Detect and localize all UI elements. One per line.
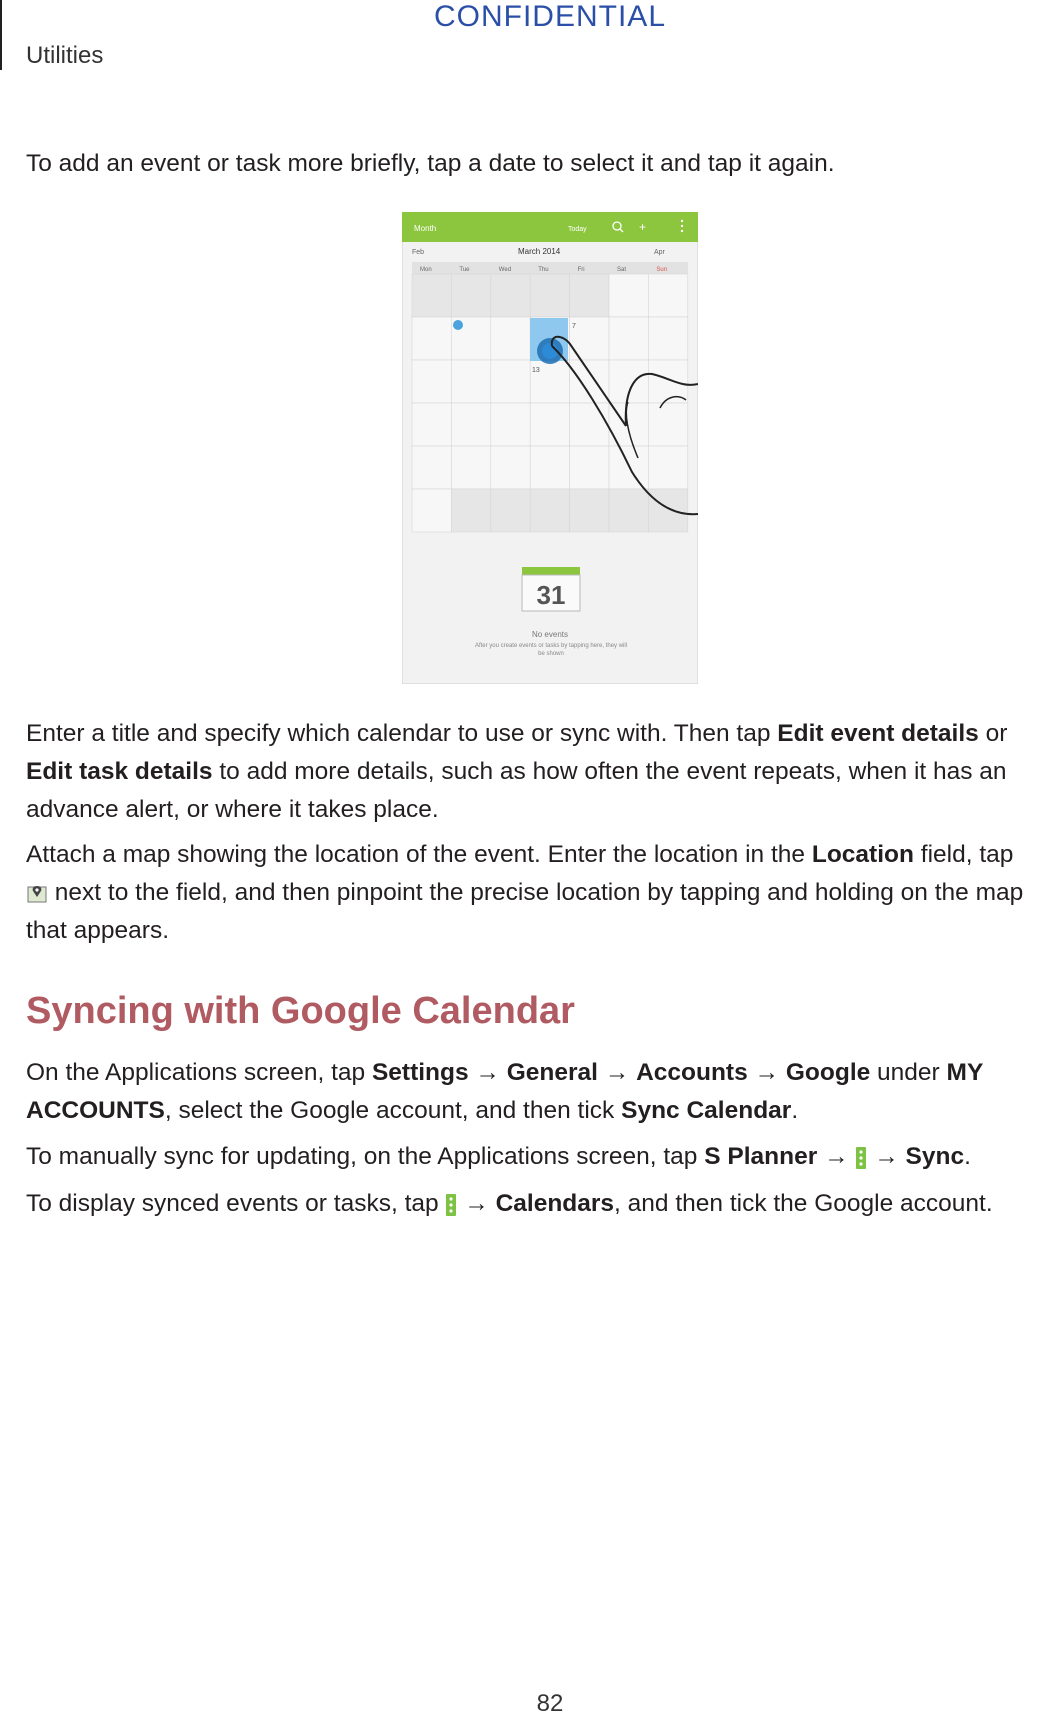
section-label: Utilities xyxy=(26,42,104,69)
sync-calendar-term: Sync Calendar xyxy=(621,1097,792,1124)
page-number: 82 xyxy=(536,1690,564,1717)
edit-event-details-term: Edit event details xyxy=(777,720,979,747)
weekday-label: Tue xyxy=(459,267,470,273)
calendar-screenshot-figure xyxy=(402,212,698,684)
calendar-day-cell xyxy=(530,274,569,317)
calendar-day-cell xyxy=(570,274,609,317)
calendar-day-cell xyxy=(451,403,490,446)
calendar-day-cell xyxy=(412,403,451,446)
calendars-term: Calendars xyxy=(495,1190,615,1217)
general-term: General xyxy=(506,1059,598,1086)
add-icon: + xyxy=(639,220,647,234)
s-planner-term: S Planner xyxy=(704,1143,818,1170)
date-7: 7 xyxy=(572,323,576,330)
calendar-day-cell xyxy=(412,489,451,532)
today-marker xyxy=(453,320,463,330)
weekday-label: Fri xyxy=(577,267,585,273)
confidential-watermark: CONFIDENTIAL xyxy=(433,0,667,33)
intro-paragraph: To add an event or task more briefly, tap a date to select it and tap it again. xyxy=(26,150,835,177)
paragraph-edit-details: Enter a title and specify which calendar to use or sync with. Then tap Edit event details or Edit task details to add more details, such as how often the event repeats, when it has an advance alert, or where it takes place. xyxy=(26,720,1008,823)
my-accounts-term: MY ACCOUNTS xyxy=(26,1059,983,1124)
calendar-day-cell xyxy=(491,317,530,360)
calendar-day-cell xyxy=(648,274,687,317)
empty-day-number: 31 xyxy=(536,580,566,610)
calendar-day-cell xyxy=(491,489,530,532)
calendar-day-cell xyxy=(609,274,648,317)
sync-term: Sync xyxy=(905,1143,965,1170)
calendar-day-cell xyxy=(609,446,648,489)
calendar-day-cell xyxy=(491,403,530,446)
no-events-title: No events xyxy=(531,630,569,639)
calendar-day-cell xyxy=(412,274,451,317)
calendar-day-cell xyxy=(570,446,609,489)
no-events-hint: After you create events or tasks by tapping here, they will be shown xyxy=(474,643,628,657)
location-term: Location xyxy=(811,841,914,868)
calendar-day-cell xyxy=(491,446,530,489)
calendar-day-cell xyxy=(570,489,609,532)
next-month-label: Apr xyxy=(654,249,665,256)
calendar-day-cell xyxy=(609,489,648,532)
calendar-day-cell xyxy=(412,446,451,489)
edit-task-details-term: Edit task details xyxy=(26,758,213,785)
menu-icon xyxy=(445,1193,457,1217)
more-options-icon xyxy=(681,220,683,222)
calendar-day-cell xyxy=(412,317,451,360)
settings-term: Settings xyxy=(371,1059,469,1086)
calendar-day-cell xyxy=(648,360,687,403)
menu-icon xyxy=(855,1146,867,1170)
calendar-day-cell xyxy=(530,489,569,532)
weekday-label: Thu xyxy=(538,267,549,273)
calendar-day-cell xyxy=(570,403,609,446)
paragraph-attach-map: Attach a map showing the location of the event. Enter the location in the Location field, tap next to the field, and then pinpoint the precise location by tapping and holding on the map that appears. xyxy=(26,841,1024,944)
calendar-day-cell xyxy=(451,489,490,532)
app-title: Month xyxy=(414,224,437,233)
month-title: March 2014 xyxy=(518,247,561,256)
paragraph-sync-settings: On the Applications screen, tap Settings → General → Accounts → Google under MY ACCOUNTS, select the Google account, and then tick Sync Calendar. xyxy=(26,1059,983,1124)
map-pin-icon xyxy=(26,883,48,905)
weekday-label: Wed xyxy=(498,267,512,273)
calendar-day-cell xyxy=(530,446,569,489)
date-13: 13 xyxy=(532,367,540,374)
weekday-label: Sun xyxy=(656,267,668,273)
weekday-label: Mon xyxy=(420,267,432,273)
section-heading: Syncing with Google Calendar xyxy=(26,990,575,1032)
calendar-day-cell xyxy=(412,360,451,403)
calendar-day-cell xyxy=(609,317,648,360)
prev-month-label: Feb xyxy=(412,249,425,256)
paragraph-manual-sync: To manually sync for updating, on the Applications screen, tap S Planner → → Sync. xyxy=(26,1143,971,1170)
google-term: Google xyxy=(785,1059,871,1086)
calendar-day-cell xyxy=(491,274,530,317)
header-rule xyxy=(0,0,2,70)
weekday-label: Sat xyxy=(617,267,627,273)
paragraph-display-calendars: To display synced events or tasks, tap → Calendars, and then tick the Google account. xyxy=(26,1190,993,1217)
calendar-day-cell xyxy=(451,446,490,489)
app-action-bar xyxy=(402,212,698,242)
calendar-day-cell xyxy=(570,360,609,403)
calendar-day-cell xyxy=(451,274,490,317)
calendar-day-cell xyxy=(648,446,687,489)
today-button: Today xyxy=(568,226,587,233)
calendar-day-cell xyxy=(648,403,687,446)
calendar-day-cell xyxy=(648,489,687,532)
calendar-day-cell xyxy=(451,360,490,403)
calendar-day-cell xyxy=(648,317,687,360)
calendar-day-cell xyxy=(491,360,530,403)
accounts-term: Accounts xyxy=(636,1059,748,1086)
calendar-day-cell xyxy=(530,403,569,446)
